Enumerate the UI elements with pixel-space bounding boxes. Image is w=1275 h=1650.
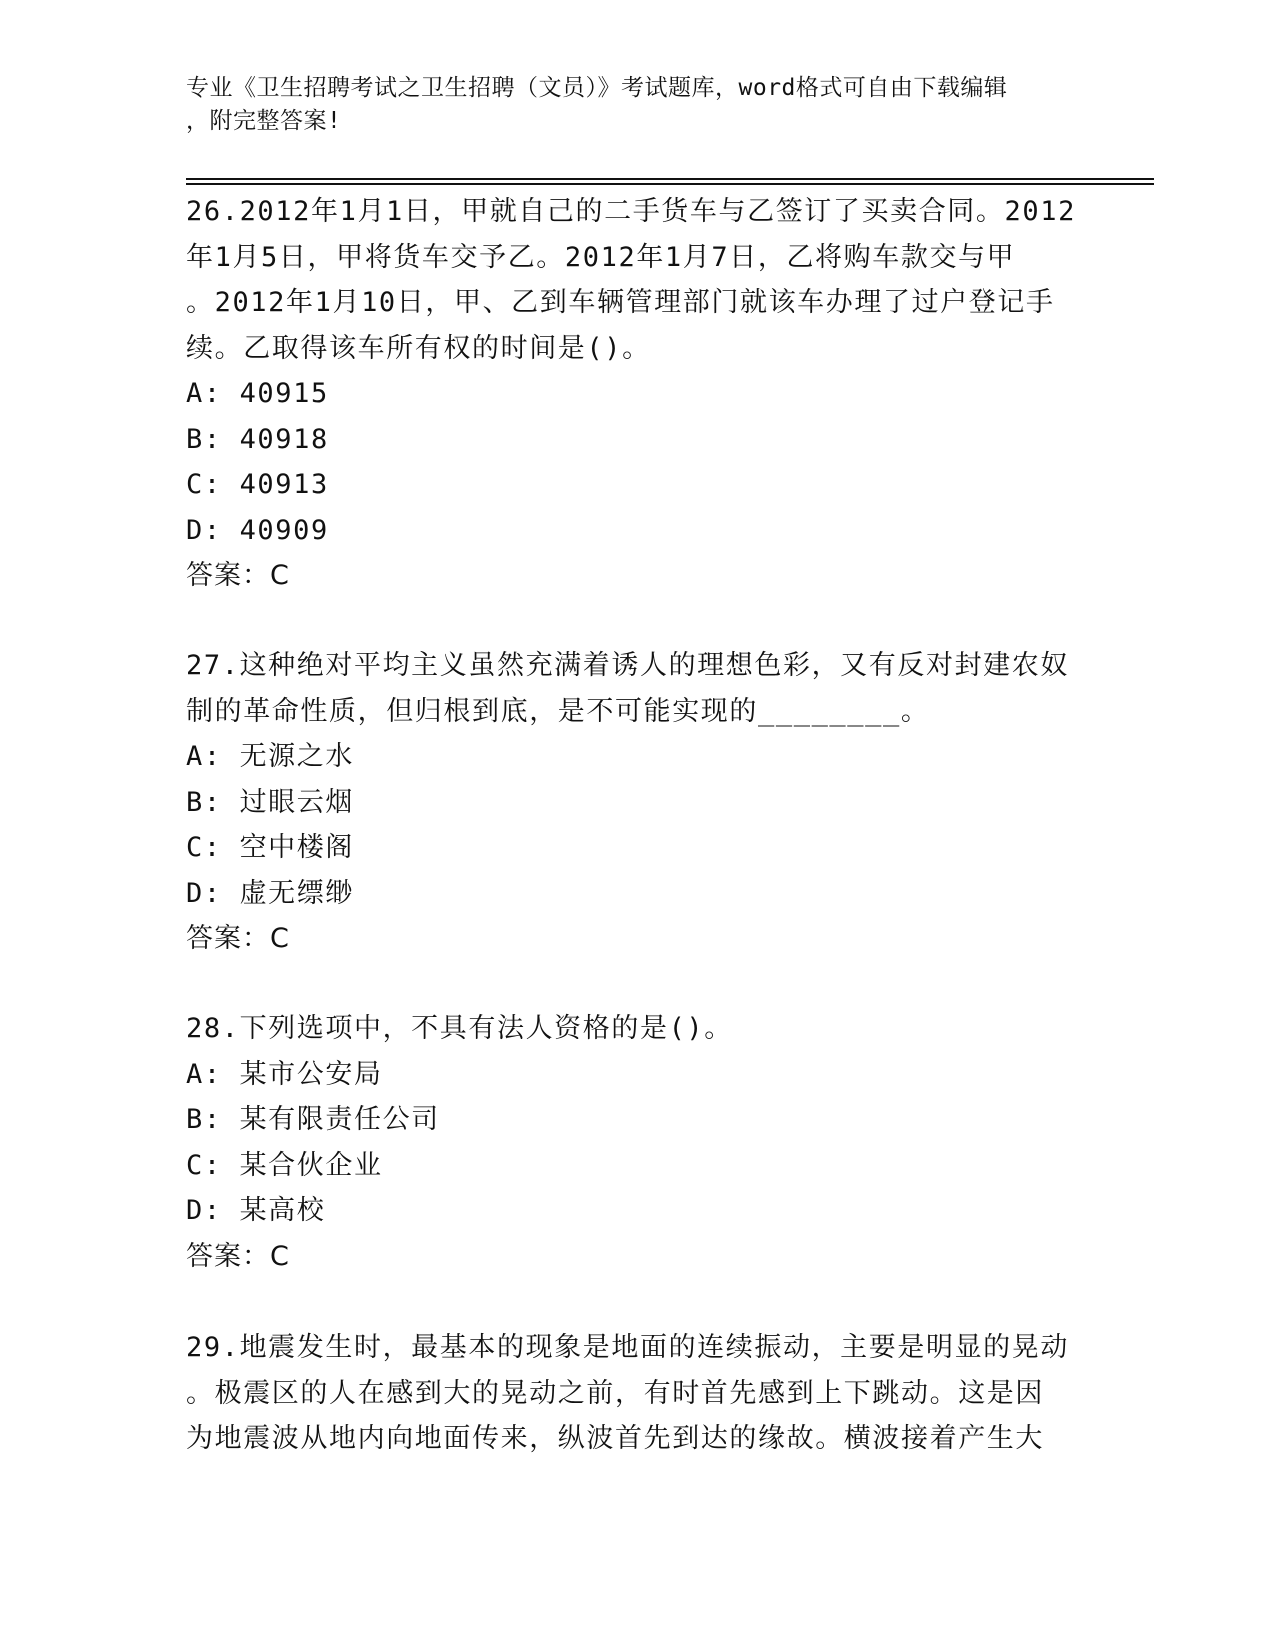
question-text-line: 为地震波从地内向地面传来，纵波首先到达的缘故。横波接着产生大 xyxy=(186,1423,1044,1454)
question-text-line: 制的革命性质，但归根到底，是不可能实现的________。 xyxy=(186,695,930,727)
question-text-line: 27.这种绝对平均主义虽然充满着诱人的理想色彩，又有反对封建农奴 xyxy=(186,650,1069,681)
header-divider-bottom xyxy=(186,183,1154,185)
question-text-line: 26.2012年1月1日，甲就自己的二手货车与乙签订了买卖合同。2012 xyxy=(186,196,1076,227)
option-d: D: 某高校 xyxy=(186,1195,326,1226)
answer-line: 答案：C xyxy=(186,923,290,954)
option-a: A: 某市公安局 xyxy=(186,1058,383,1090)
question-text-line: 29.地震发生时，最基本的现象是地面的连续振动，主要是明显的晃动 xyxy=(186,1332,1069,1363)
question-27 xyxy=(186,643,1086,962)
question-text-line: 年1月5日，甲将货车交予乙。2012年1月7日，乙将购车款交与甲 xyxy=(186,241,1016,273)
option-c: C: 空中楼阁 xyxy=(186,832,354,863)
option-b: B: 过眼云烟 xyxy=(186,786,354,818)
option-b: B: 40918 xyxy=(186,423,329,455)
question-text-line: 续。乙取得该车所有权的时间是()。 xyxy=(186,332,651,364)
option-c: C: 某合伙企业 xyxy=(186,1149,383,1181)
header-title-line: 专业《卫生招聘考试之卫生招聘（文员）》考试题库，word格式可自由下载编辑 xyxy=(186,75,1008,101)
option-c: C: 40913 xyxy=(186,469,329,500)
question-26 xyxy=(186,189,1086,599)
question-text-line: 。2012年1月10日，甲、乙到车辆管理部门就该车办理了过户登记手 xyxy=(186,287,1055,318)
question-text-line: 。极震区的人在感到大的晃动之前，有时首先感到上下跳动。这是因 xyxy=(186,1377,1044,1409)
answer-line: 答案：C xyxy=(186,560,290,591)
answer-line: 答案：C xyxy=(186,1240,290,1272)
option-a: A: 40915 xyxy=(186,378,329,409)
question-28 xyxy=(186,1006,1086,1279)
option-b: B: 某有限责任公司 xyxy=(186,1104,440,1135)
document-header xyxy=(186,72,1066,138)
option-a: A: 无源之水 xyxy=(186,741,354,772)
header-title-line-continued: ，附完整答案! xyxy=(186,108,342,134)
option-d: D: 虚无缥缈 xyxy=(186,877,354,909)
option-d: D: 40909 xyxy=(186,514,329,546)
header-divider-top xyxy=(186,178,1154,180)
question-text-line: 28.下列选项中，不具有法人资格的是()。 xyxy=(186,1013,733,1044)
question-29 xyxy=(186,1325,1086,1462)
